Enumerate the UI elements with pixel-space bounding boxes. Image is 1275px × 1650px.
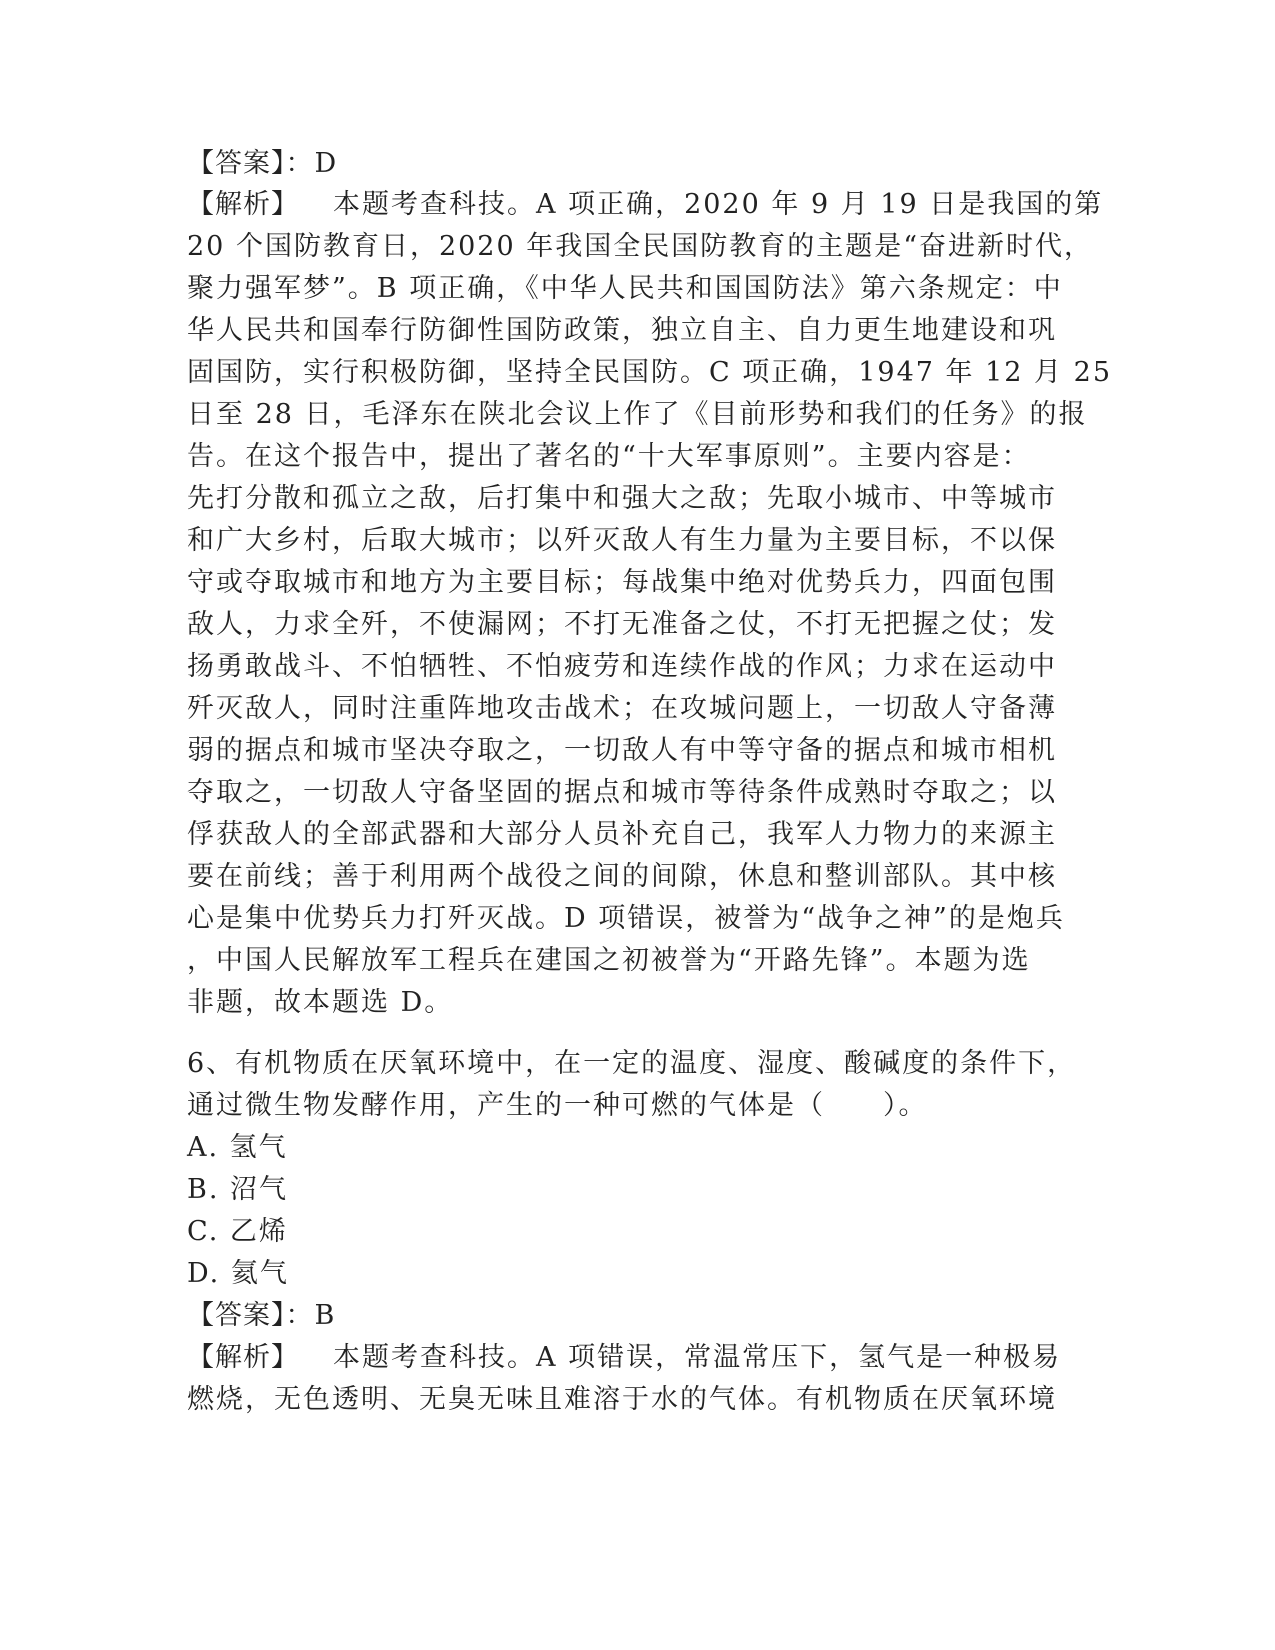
q5-analysis-line-12: 扬勇敢战斗、不怕牺牲、不怕疲劳和连续作战的作风；力求在运动中 [187,651,1057,682]
analysis-label: 【解析】 [187,189,299,220]
answer-value: B [314,1300,337,1331]
q5-analysis-line-18: 心是集中优势兵力打歼灭战。D 项错误，被誉为“战争之神”的是炮兵 [187,903,1065,934]
q6-question-line-2: 通过微生物发酵作用，产生的一种可燃的气体是（ ）。 [187,1090,928,1121]
q6-analysis-line-2: 燃烧，无色透明、无臭无味且难溶于水的气体。有机物质在厌氧环境 [187,1384,1057,1415]
q5-analysis-line-11: 敌人，力求全歼，不使漏网；不打无准备之仗，不打无把握之仗；发 [187,609,1057,640]
q5-analysis-line-4: 华人民共和国奉行防御性国防政策，独立自主、自力更生地建设和巩 [187,315,1057,346]
q5-analysis-line-13: 歼灭敌人，同时注重阵地攻击战术；在攻城问题上，一切敌人守备薄 [187,693,1057,724]
q5-analysis-line-8: 先打分散和孤立之敌，后打集中和强大之敌；先取小城市、中等城市 [187,483,1057,514]
q5-analysis-line-9: 和广大乡村，后取大城市；以歼灭敌人有生力量为主要目标，不以保 [187,525,1057,556]
q6-answer-line [187,1298,336,1334]
answer-label: 【答案】 [187,1300,286,1331]
answer-separator: ： [285,148,315,179]
q5-analysis-line-7: 告。在这个报告中，提出了著名的“十大军事原则”。主要内容是： [187,441,1031,472]
q5-analysis-line-17: 要在前线；善于利用两个战役之间的间隙，休息和整训部队。其中核 [187,861,1057,892]
q6-option-b: B. 沼气 [187,1174,289,1205]
q5-analysis-line-16: 俘获敌人的全部武器和大部分人员补充自己，我军人力物力的来源主 [187,819,1057,850]
analysis-label: 【解析】 [187,1342,299,1373]
answer-value: D [314,148,339,179]
answer-separator: ： [285,1300,315,1331]
q6-option-a: A. 氢气 [187,1132,288,1163]
q5-analysis-line-1 [187,187,1103,223]
q5-analysis-line-15: 夺取之，一切敌人守备坚固的据点和城市等待条件成熟时夺取之；以 [187,777,1057,808]
q5-analysis-line-6: 日至 28 日，毛泽东在陕北会议上作了《目前形势和我们的任务》的报 [187,399,1088,430]
analysis-text: 本题考查科技。A 项错误，常温常压下，氢气是一种极易 [333,1342,1062,1373]
q6-option-c: C. 乙烯 [187,1216,288,1247]
q5-analysis-line-19: ，中国人民解放军工程兵在建国之初被誉为“开路先锋”。本题为选 [187,945,1031,976]
q5-analysis-line-14: 弱的据点和城市坚决夺取之，一切敌人有中等守备的据点和城市相机 [187,735,1057,766]
analysis-text: 本题考查科技。A 项正确，2020 年 9 月 19 日是我国的第 [333,189,1104,220]
q6-option-d: D. 氦气 [187,1258,289,1289]
q5-analysis-line-2: 20 个国防教育日，2020 年我国全民国防教育的主题是“奋进新时代， [187,231,1094,262]
q5-analysis-line-5: 固国防，实行积极防御，坚持全民国防。C 项正确，1947 年 12 月 25 [187,357,1112,388]
q5-answer-line [187,146,338,182]
q6-analysis-line-1 [187,1340,1061,1376]
answer-label: 【答案】 [187,148,286,179]
q6-question-line-1: 6、有机物质在厌氧环境中，在一定的温度、湿度、酸碱度的条件下， [187,1048,1077,1079]
q5-analysis-line-3: 聚力强军梦”。B 项正确，《中华人民共和国国防法》第六条规定：中 [187,273,1063,304]
q5-analysis-line-20: 非题，故本题选 D。 [187,987,454,1018]
q5-analysis-line-10: 守或夺取城市和地方为主要目标；每战集中绝对优势兵力，四面包围 [187,567,1057,598]
